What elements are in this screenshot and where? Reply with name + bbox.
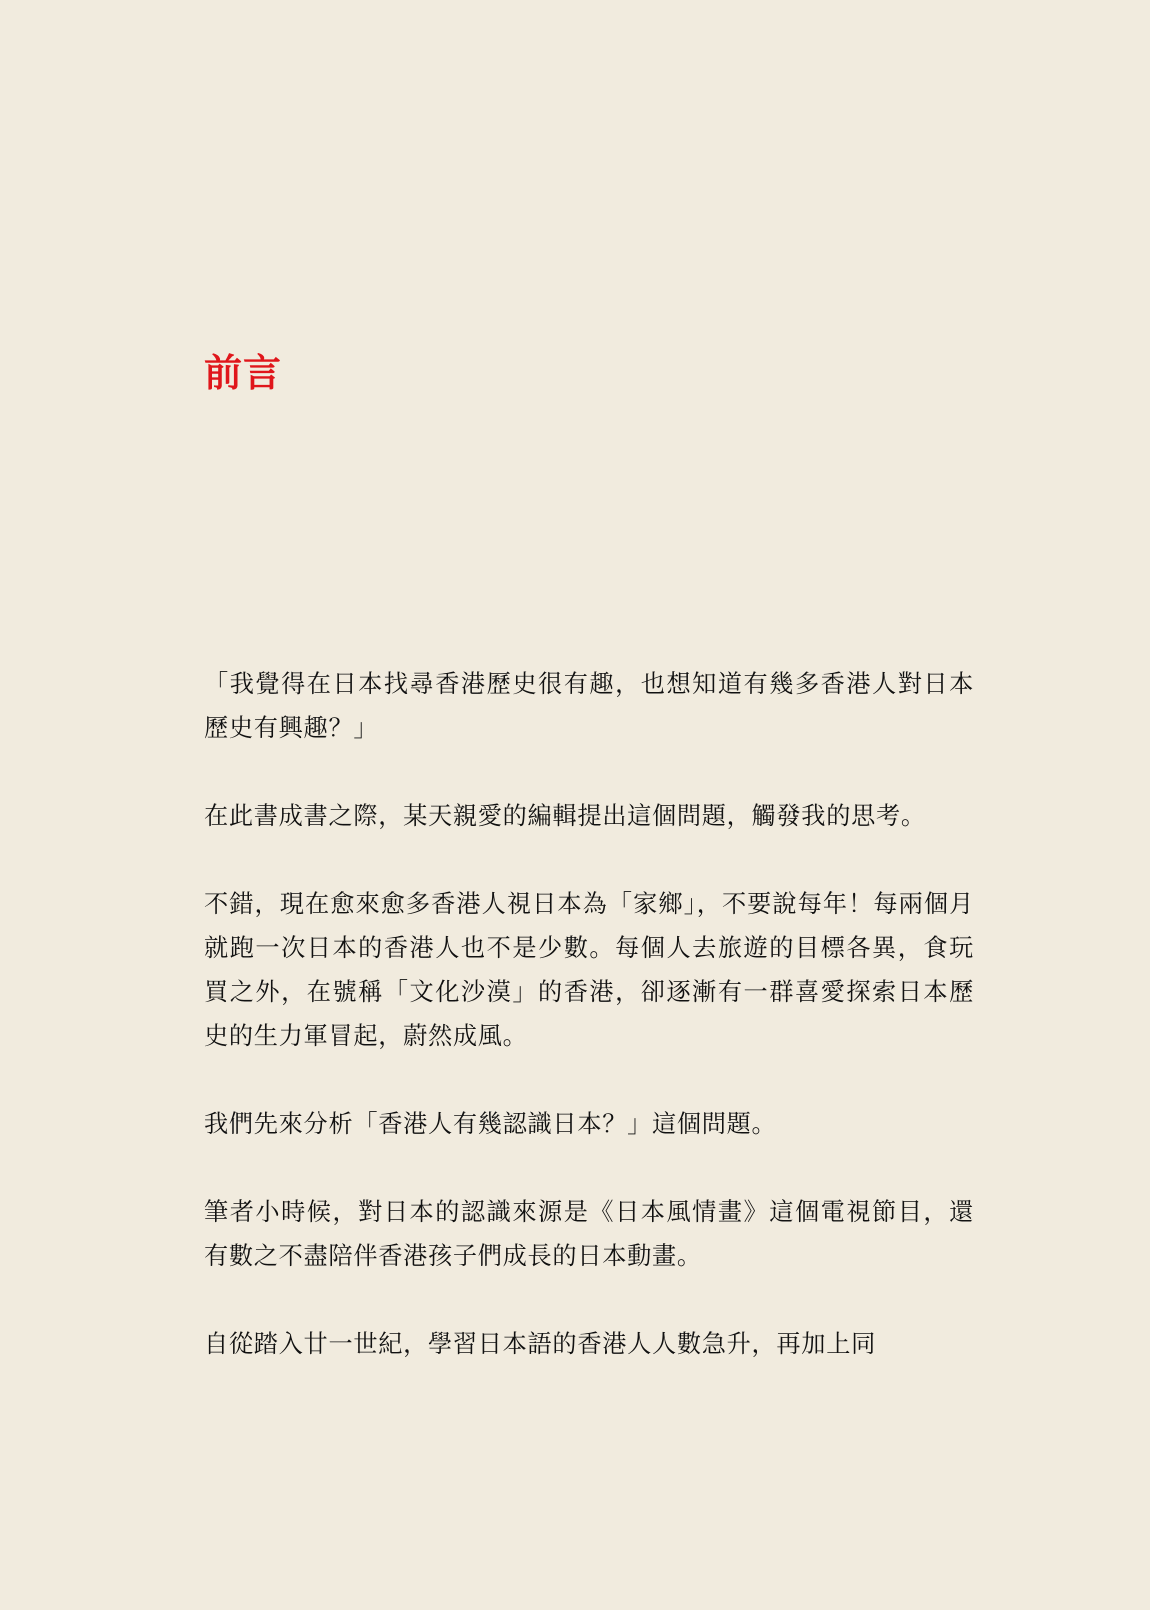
paragraph: 不錯，現在愈來愈多香港人視日本為「家鄉」，不要說每年！每兩個月就跑一次日本的香港人也不是少數。每個人去旅遊的目標各異，食玩買之外，在號稱「文化沙漠」的香港，卻逐漸有一群喜愛探索日本歷史的生力軍冒起，蔚然成風。	[204, 890, 974, 1050]
paragraph: 筆者小時候，對日本的認識來源是《日本風情畫》這個電視節目，還有數之不盡陪伴香港孩子們成長的日本動畫。	[204, 1198, 974, 1270]
paragraph: 我們先來分析「香港人有幾認識日本？」這個問題。	[204, 1110, 777, 1138]
body-text	[204, 662, 974, 1410]
paragraph: 自從踏入廿一世紀，學習日本語的香港人人數急升，再加上同	[204, 1330, 876, 1358]
paragraph: 在此書成書之際，某天親愛的編輯提出這個問題，觸發我的思考。	[204, 802, 926, 830]
chapter-title: 前言	[204, 351, 283, 395]
paragraph: 「我覺得在日本找尋香港歷史很有趣，也想知道有幾多香港人對日本歷史有興趣？」	[204, 670, 974, 742]
